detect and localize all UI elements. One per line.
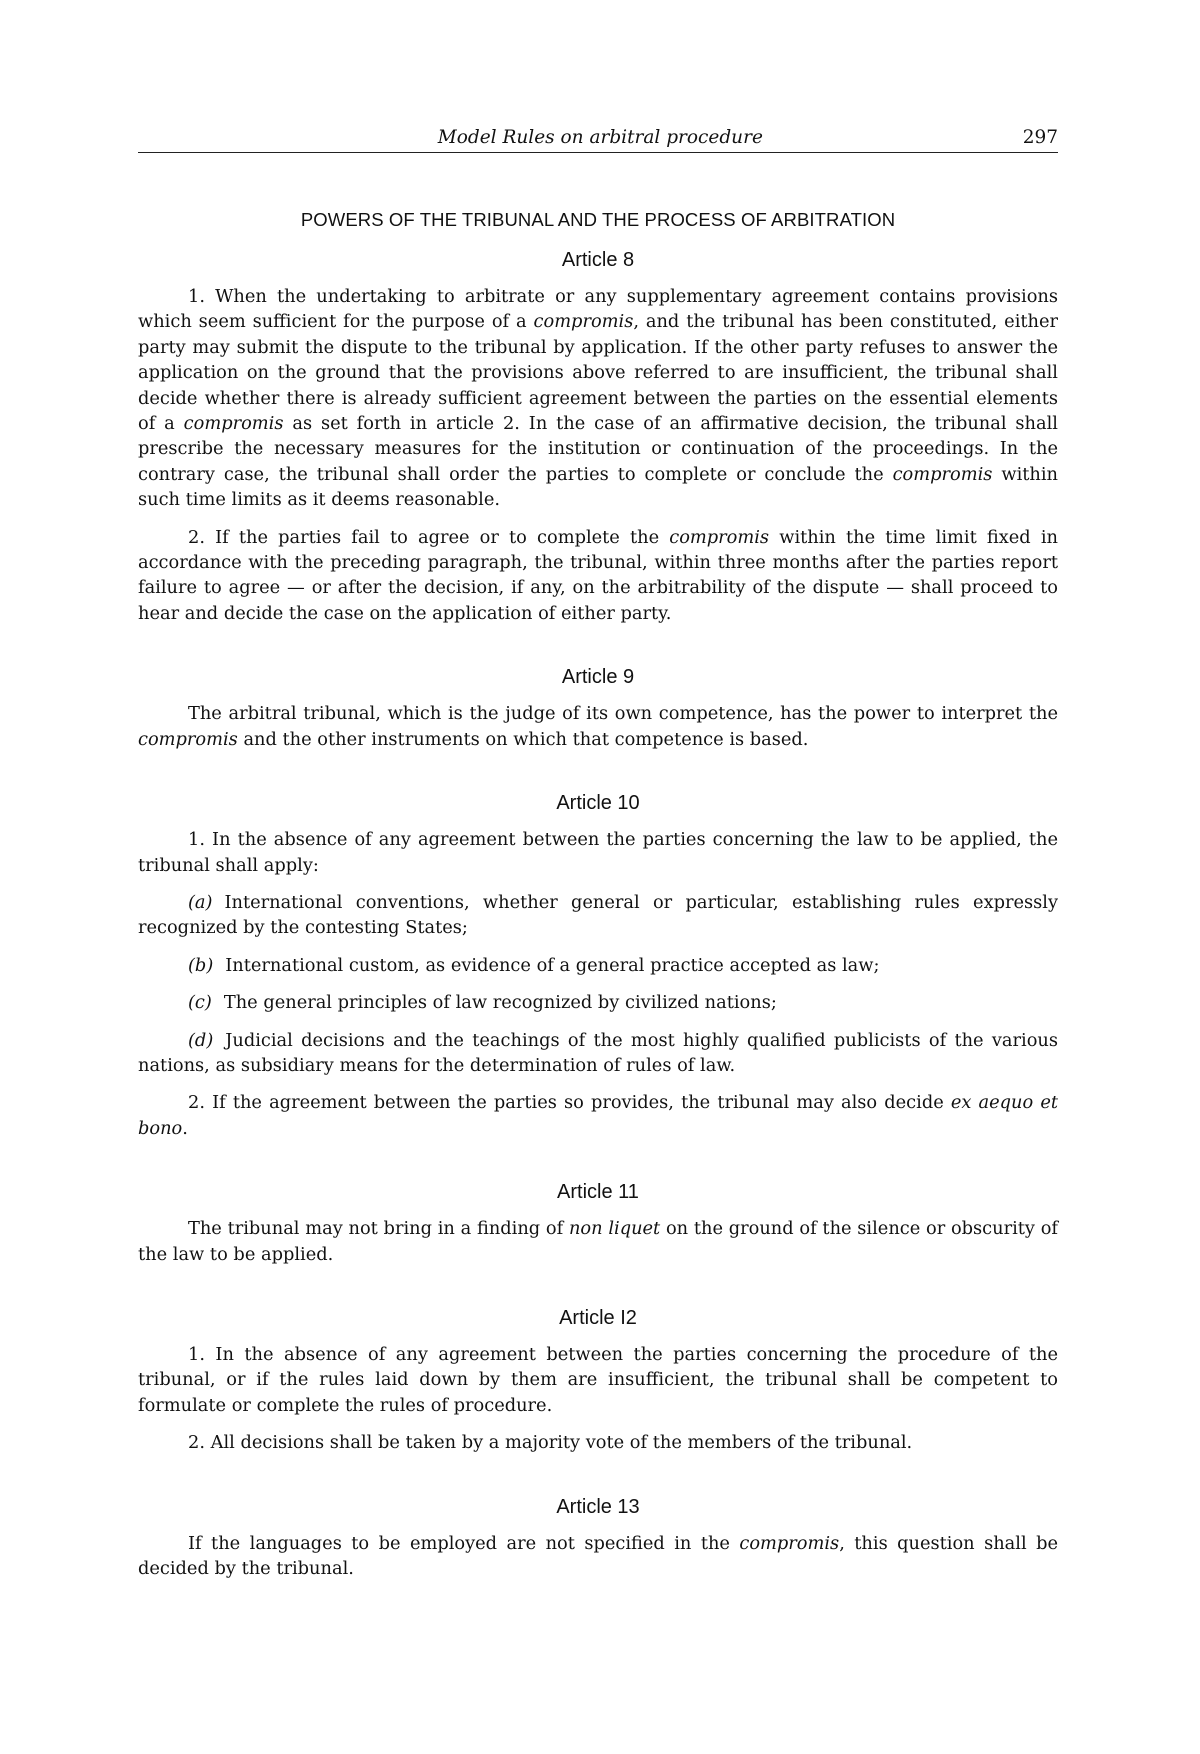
- article-9-paragraph-1: The arbitral tribunal, which is the judge of its own competence, has the power to interpret the compromis and the other instruments on which that competence is based.: [138, 703, 1058, 750]
- running-header: [138, 122, 1058, 153]
- article-12-paragraph-1: 1. In the absence of any agreement between the parties concerning the procedure of the tribunal, or if the rules laid down by them are insufficient, the tribunal shall be competent to formulate or complete the rules of procedure.: [138, 1343, 1058, 1416]
- article-11-heading: Article 11: [557, 1181, 639, 1204]
- article-9-heading: Article 9: [561, 666, 635, 689]
- article-11-paragraph-1: The tribunal may not bring in a finding of non liquet on the ground of the silence or obscurity of the law to be applied.: [138, 1218, 1058, 1265]
- article-8-heading: Article 8: [561, 249, 635, 271]
- article-13-paragraph-1: If the languages to be employed are not specified in the compromis, this question shall be decided by the tribunal.: [138, 1532, 1058, 1579]
- article-10-item-b: (b) International custom, as evidence of a general practice accepted as law;: [188, 954, 880, 976]
- article-12-paragraph-2: 2. All decisions shall be taken by a majority vote of the members of the tribunal.: [188, 1432, 913, 1454]
- page-number: 297: [1022, 127, 1058, 148]
- section-title: POWERS OF THE TRIBUNAL AND THE PROCESS OF ARBITRATION: [300, 209, 896, 230]
- article-8-paragraph-2: 2. If the parties fail to agree or to complete the compromis within the time limit fixed in accordance with the preceding paragraph, the tribunal, within three months after the parties report failure to agree — or after the decision, if any, on the arbitrability of the dispute — shall proceed to hear and decide the case on the application of either party.: [138, 526, 1058, 624]
- article-10-heading: Article 10: [556, 792, 640, 815]
- article-12-heading: Article I2: [559, 1306, 637, 1329]
- running-title: Model Rules on arbitral procedure: [437, 127, 763, 148]
- document-page: [138, 122, 1058, 1593]
- article-10-item-a: (a) International conventions, whether general or particular, establishing rules expressly recognized by the contesting States;: [138, 891, 1058, 939]
- article-10-paragraph-1: 1. In the absence of any agreement between the parties concerning the law to be applied, the tribunal shall apply:: [138, 829, 1058, 876]
- article-13-heading: Article 13: [556, 1495, 640, 1518]
- article-10-item-c: (c) The general principles of law recognized by civilized nations;: [188, 992, 777, 1014]
- article-10-paragraph-2: 2. If the agreement between the parties so provides, the tribunal may also decide ex aequo et bono.: [138, 1092, 1059, 1139]
- article-8-paragraph-1: 1. When the undertaking to arbitrate or any supplementary agreement contains provisions which seem sufficient for the purpose of a compromis, and the tribunal has been constituted, either party may submit the dispute to the tribunal by application. If the other party refuses to answer the application on the ground that the provisions above referred to are insufficient, the tribunal shall decide whether there is already sufficient agreement between the parties on the essential elements of a compromis as set forth in article 2. In the case of an affirmative decision, the tribunal shall prescribe the necessary measures for the institution or continuation of the proceedings. In the contrary case, the tribunal shall order the parties to complete or conclude the compromis within such time limits as it deems reasonable.: [138, 286, 1058, 511]
- article-10-item-d: (d) Judicial decisions and the teachings of the most highly qualified publicists of the various nations, as subsidiary means for the determination of rules of law.: [138, 1029, 1058, 1076]
